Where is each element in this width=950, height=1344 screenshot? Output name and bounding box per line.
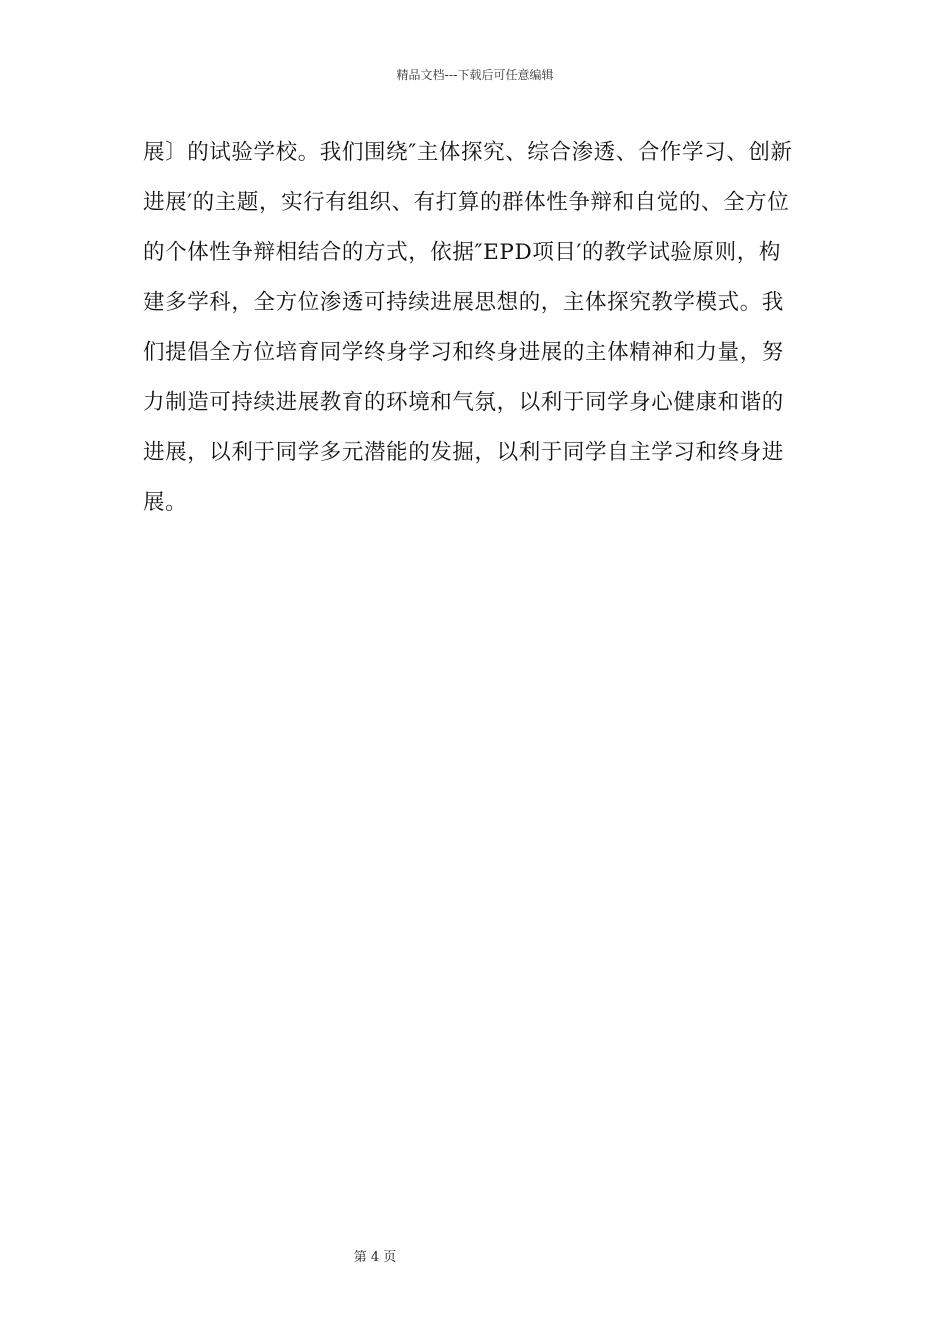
text-line: 的个体性争辩相结合的方式，依据″EPD项目′的教学试验原则，构 [143, 240, 781, 265]
body-paragraph [143, 128, 813, 528]
text-line: 力制造可持续进展教育的环境和气氛，以利于同学身心健康和谐的 [143, 390, 784, 415]
text-line: 们提倡全方位培育同学终身学习和终身进展的主体精神和力量，努 [143, 340, 784, 365]
page-header: 精品文档---下载后可任意编辑 [396, 68, 554, 82]
text-line: 进展′的主题，实行有组织、有打算的群体性争辩和自觉的、全方位 [143, 190, 790, 215]
text-line: 建多学科，全方位渗透可持续进展思想的，主体探究教学模式。我 [143, 290, 784, 315]
text-line: 展〕的试验学校。我们围绕″主体探究、综合渗透、合作学习、创新 [143, 140, 793, 165]
text-line: 展。 [143, 490, 188, 515]
page-number: 第 4 页 [353, 1250, 397, 1265]
text-line: 进展，以利于同学多元潜能的发掘，以利于同学自主学习和终身进 [143, 440, 784, 465]
